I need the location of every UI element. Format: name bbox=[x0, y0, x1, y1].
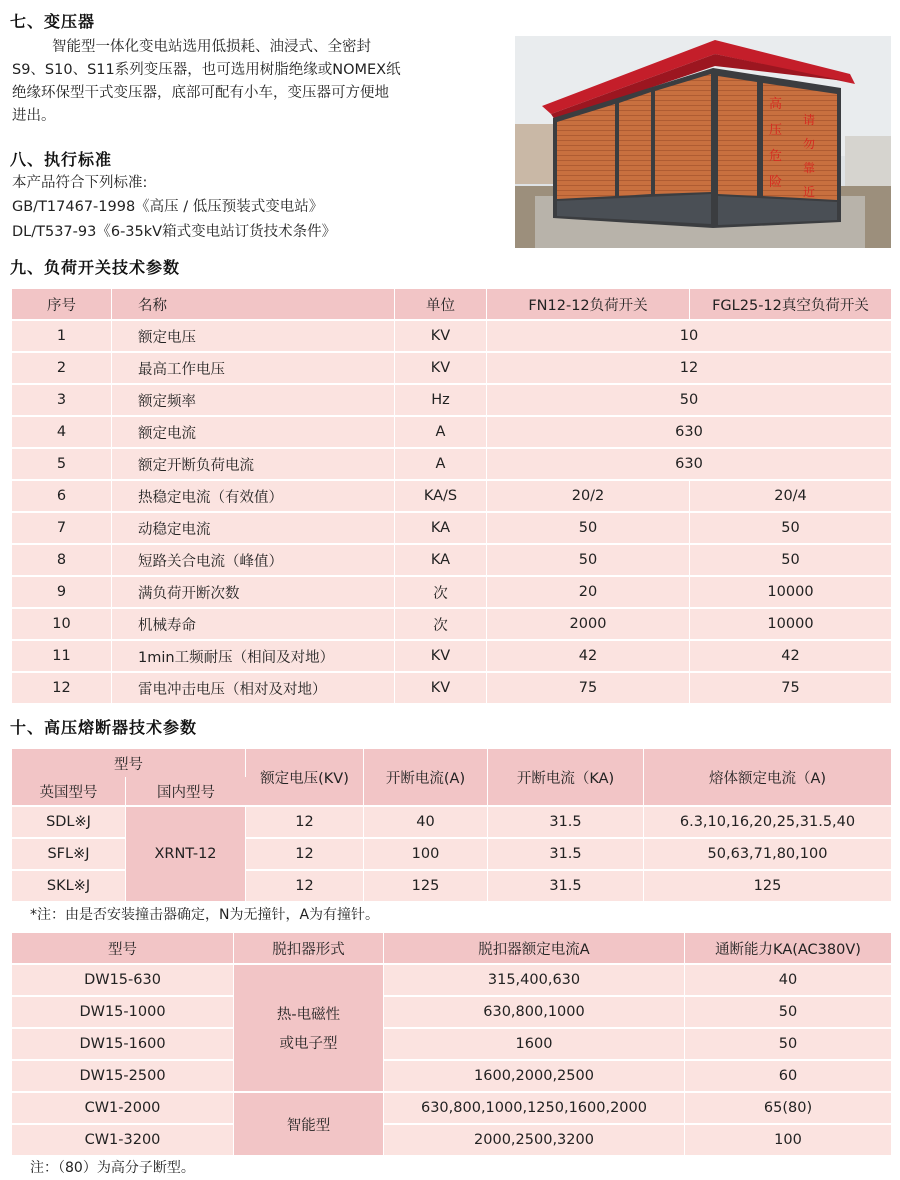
cell-name: 最高工作电压 bbox=[112, 353, 395, 385]
sign-danger-2: 压 bbox=[769, 123, 783, 138]
cell-capacity: 65(80) bbox=[685, 1093, 891, 1125]
table-row bbox=[12, 673, 891, 705]
sec7-line-2: S9、S10、S11系列变压器，也可选用树脂绝缘或NOMEX纸 bbox=[12, 62, 401, 78]
cell-volt: 12 bbox=[246, 807, 364, 839]
cell-fn12: 50 bbox=[487, 545, 690, 577]
cell-fgl25: 50 bbox=[690, 513, 891, 545]
cell-model: DW15-2500 bbox=[12, 1061, 234, 1093]
section-9-title: 九、负荷开关技术参数 bbox=[10, 258, 181, 277]
col-volt-header: 额定电压(KV) bbox=[246, 749, 364, 807]
col-fgl25-header: FGL25-12真空负荷开关 bbox=[690, 289, 891, 321]
table-header-row bbox=[12, 289, 891, 321]
cell-index: 12 bbox=[12, 673, 112, 705]
cell-trip-current: 630,800,1000 bbox=[384, 997, 685, 1029]
sign-danger-3: 危 bbox=[769, 149, 783, 164]
sign-keep-4: 近 bbox=[803, 185, 816, 199]
sec8-line-1: 本产品符合下列标准: bbox=[12, 175, 148, 191]
cell-fn12: 20/2 bbox=[487, 481, 690, 513]
sign-keep-2: 勿 bbox=[803, 137, 816, 151]
col-break-ka-header: 开断电流（KA) bbox=[488, 749, 644, 807]
cell-uk-model: SDL※J bbox=[12, 807, 126, 839]
col-fn12-header: FN12-12负荷开关 bbox=[487, 289, 690, 321]
cell-model: DW15-1600 bbox=[12, 1029, 234, 1061]
cell-name: 额定电压 bbox=[112, 321, 395, 353]
cell-unit: KA bbox=[395, 513, 487, 545]
cell-name: 热稳定电流（有效值） bbox=[112, 481, 395, 513]
cell-capacity: 50 bbox=[685, 1029, 891, 1061]
col-name-header: 名称 bbox=[112, 289, 395, 321]
table-row bbox=[12, 609, 891, 641]
fuse-table bbox=[12, 749, 891, 903]
section-10-title: 十、高压熔断器技术参数 bbox=[10, 718, 198, 737]
cell-fgl25: 75 bbox=[690, 673, 891, 705]
col-cn-header: 国内型号 bbox=[126, 777, 246, 807]
sec7-line-1: 智能型一体化变电站选用低损耗、油浸式、全密封 bbox=[52, 39, 371, 55]
cell-model: CW1-3200 bbox=[12, 1125, 234, 1157]
cell-capacity: 50 bbox=[685, 997, 891, 1029]
col-trip-current-header: 脱扣器额定电流A bbox=[384, 933, 685, 965]
sign-keep-1: 请 bbox=[803, 113, 816, 127]
col-break-a-header: 开断电流(A) bbox=[364, 749, 488, 807]
cell-value: 10 bbox=[487, 321, 891, 353]
cell-name: 额定开断负荷电流 bbox=[112, 449, 395, 481]
cell-index: 6 bbox=[12, 481, 112, 513]
cell-break-a: 40 bbox=[364, 807, 488, 839]
table-header-row bbox=[12, 749, 891, 777]
table-row bbox=[12, 481, 891, 513]
col-fuse-header: 熔体额定电流（A) bbox=[644, 749, 891, 807]
sign-danger-1: 高 bbox=[769, 97, 783, 112]
cell-capacity: 60 bbox=[685, 1061, 891, 1093]
trip-type-line-2: 或电子型 bbox=[279, 1036, 338, 1052]
cell-unit: Hz bbox=[395, 385, 487, 417]
sign-danger-4: 险 bbox=[769, 175, 783, 190]
cell-unit: A bbox=[395, 449, 487, 481]
cell-fgl25: 10000 bbox=[690, 577, 891, 609]
breaker-table bbox=[12, 933, 891, 1157]
table-row bbox=[12, 965, 891, 997]
cell-trip-current: 315,400,630 bbox=[384, 965, 685, 997]
col-capacity-header: 通断能力KA(AC380V) bbox=[685, 933, 891, 965]
cell-index: 2 bbox=[12, 353, 112, 385]
breaker-note: 注：（80）为高分子断型。 bbox=[30, 1160, 195, 1176]
col-model-header: 型号 bbox=[12, 749, 246, 777]
table-row bbox=[12, 1061, 891, 1093]
cell-break-ka: 31.5 bbox=[488, 839, 644, 871]
cell-unit: KA bbox=[395, 545, 487, 577]
cell-model: DW15-1000 bbox=[12, 997, 234, 1029]
cell-value: 50 bbox=[487, 385, 891, 417]
cell-trip-type: 智能型 bbox=[234, 1093, 384, 1157]
cell-model: CW1-2000 bbox=[12, 1093, 234, 1125]
cell-index: 5 bbox=[12, 449, 112, 481]
cell-index: 11 bbox=[12, 641, 112, 673]
cell-name: 雷电冲击电压（相对及对地） bbox=[112, 673, 395, 705]
sec8-line-3: DL/T537-93《6-35kV箱式变电站订货技术条件》 bbox=[12, 224, 337, 240]
cell-break-a: 100 bbox=[364, 839, 488, 871]
cell-name: 1min工频耐压（相间及对地） bbox=[112, 641, 395, 673]
cell-break-a: 125 bbox=[364, 871, 488, 903]
cell-break-ka: 31.5 bbox=[488, 807, 644, 839]
table-row bbox=[12, 353, 891, 385]
cell-volt: 12 bbox=[246, 839, 364, 871]
cell-fn12: 20 bbox=[487, 577, 690, 609]
cell-volt: 12 bbox=[246, 871, 364, 903]
cell-capacity: 100 bbox=[685, 1125, 891, 1157]
cell-uk-model: SFL※J bbox=[12, 839, 126, 871]
table-row bbox=[12, 321, 891, 353]
load-switch-table bbox=[12, 289, 891, 705]
cell-fgl25: 50 bbox=[690, 545, 891, 577]
cell-unit: A bbox=[395, 417, 487, 449]
section-8-title: 八、执行标准 bbox=[10, 150, 113, 169]
cell-trip-current: 1600 bbox=[384, 1029, 685, 1061]
table-header-row bbox=[12, 933, 891, 965]
cell-index: 4 bbox=[12, 417, 112, 449]
cell-unit: KV bbox=[395, 641, 487, 673]
sign-keep-3: 靠 bbox=[803, 161, 816, 175]
cell-cn-model: XRNT-12 bbox=[126, 807, 246, 903]
cell-fuse: 6.3,10,16,20,25,31.5,40 bbox=[644, 807, 891, 839]
cell-fgl25: 42 bbox=[690, 641, 891, 673]
cell-index: 7 bbox=[12, 513, 112, 545]
col-uk-header: 英国型号 bbox=[12, 777, 126, 807]
cell-index: 8 bbox=[12, 545, 112, 577]
cell-break-ka: 31.5 bbox=[488, 871, 644, 903]
cell-value: 630 bbox=[487, 417, 891, 449]
cell-fgl25: 10000 bbox=[690, 609, 891, 641]
cell-index: 10 bbox=[12, 609, 112, 641]
col-index-header: 序号 bbox=[12, 289, 112, 321]
table-row bbox=[12, 545, 891, 577]
table-row bbox=[12, 513, 891, 545]
cell-name: 机械寿命 bbox=[112, 609, 395, 641]
cell-index: 1 bbox=[12, 321, 112, 353]
col-unit-header: 单位 bbox=[395, 289, 487, 321]
cell-fgl25: 20/4 bbox=[690, 481, 891, 513]
cell-capacity: 40 bbox=[685, 965, 891, 997]
table-row bbox=[12, 417, 891, 449]
cell-value: 630 bbox=[487, 449, 891, 481]
cell-unit: KA/S bbox=[395, 481, 487, 513]
cell-unit: 次 bbox=[395, 577, 487, 609]
fuse-note: *注：由是否安装撞击器确定，N为无撞针，A为有撞针。 bbox=[30, 907, 380, 923]
cell-unit: KV bbox=[395, 673, 487, 705]
table-row bbox=[12, 997, 891, 1029]
cell-name: 短路关合电流（峰值） bbox=[112, 545, 395, 577]
table-row bbox=[12, 577, 891, 609]
cell-fuse: 50,63,71,80,100 bbox=[644, 839, 891, 871]
col-trip-type-header: 脱扣器形式 bbox=[234, 933, 384, 965]
cell-name: 额定频率 bbox=[112, 385, 395, 417]
sec7-line-4: 进出。 bbox=[12, 108, 56, 124]
table-row bbox=[12, 1125, 891, 1157]
cell-model: DW15-630 bbox=[12, 965, 234, 997]
cell-name: 额定电流 bbox=[112, 417, 395, 449]
cell-name: 动稳定电流 bbox=[112, 513, 395, 545]
cell-name: 满负荷开断次数 bbox=[112, 577, 395, 609]
substation-photo bbox=[515, 36, 891, 248]
cell-fn12: 2000 bbox=[487, 609, 690, 641]
cell-trip-current: 630,800,1000,1250,1600,2000 bbox=[384, 1093, 685, 1125]
cell-fn12: 50 bbox=[487, 513, 690, 545]
cell-unit: KV bbox=[395, 321, 487, 353]
cell-trip-type bbox=[234, 965, 384, 1093]
cell-unit: 次 bbox=[395, 609, 487, 641]
sec8-line-2: GB/T17467-1998《高压 / 低压预装式变电站》 bbox=[12, 199, 324, 215]
table-row bbox=[12, 641, 891, 673]
table-row bbox=[12, 385, 891, 417]
col-model-header: 型号 bbox=[12, 933, 234, 965]
cell-index: 9 bbox=[12, 577, 112, 609]
cell-fuse: 125 bbox=[644, 871, 891, 903]
cell-unit: KV bbox=[395, 353, 487, 385]
table-row bbox=[12, 807, 891, 839]
cell-trip-current: 2000,2500,3200 bbox=[384, 1125, 685, 1157]
section-7-title: 七、变压器 bbox=[10, 12, 96, 31]
cell-index: 3 bbox=[12, 385, 112, 417]
table-row bbox=[12, 449, 891, 481]
trip-type-line-1: 热-电磁性 bbox=[276, 1007, 341, 1023]
cell-uk-model: SKL※J bbox=[12, 871, 126, 903]
cell-fn12: 75 bbox=[487, 673, 690, 705]
table-row bbox=[12, 1093, 891, 1125]
cell-trip-current: 1600,2000,2500 bbox=[384, 1061, 685, 1093]
cell-value: 12 bbox=[487, 353, 891, 385]
cell-fn12: 42 bbox=[487, 641, 690, 673]
sec7-line-3: 绝缘环保型干式变压器，底部可配有小车，变压器可方便地 bbox=[12, 85, 389, 101]
table-row bbox=[12, 1029, 891, 1061]
